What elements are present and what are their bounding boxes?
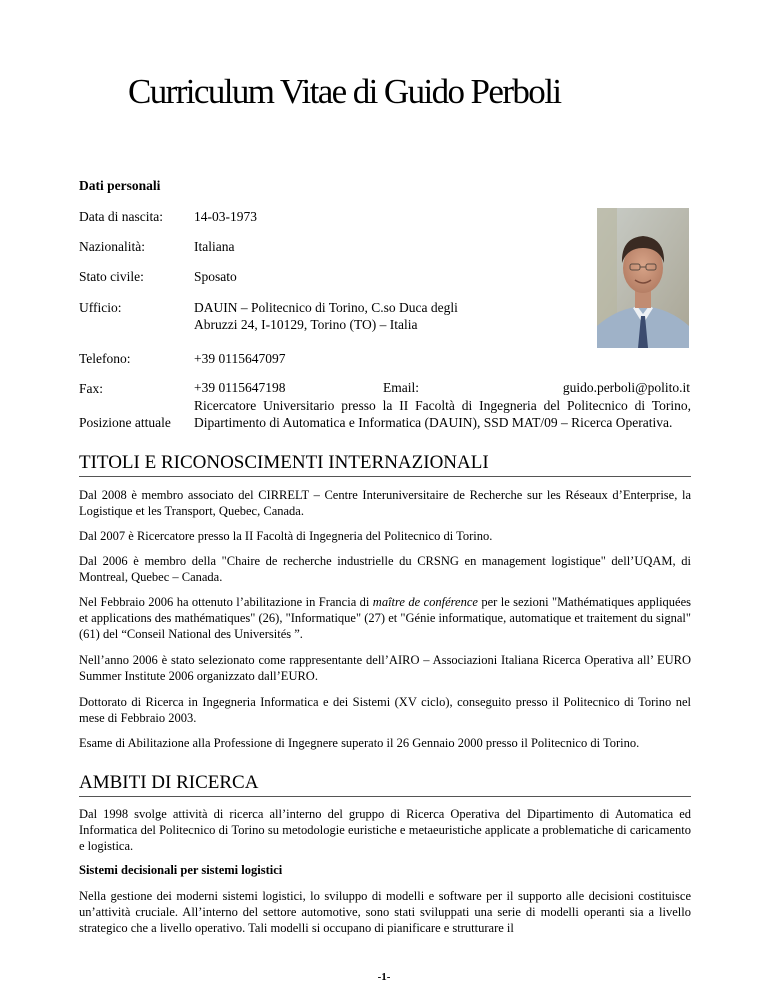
research-section-heading: AMBITI DI RICERCA <box>79 772 691 797</box>
office-label: Ufficio: <box>79 300 122 315</box>
fax-email-row <box>194 380 690 397</box>
fax-label: Fax: <box>79 381 104 396</box>
civil-status-label: Stato civile: <box>79 269 144 284</box>
page-title: Curriculum Vitae di Guido Perboli <box>128 72 561 111</box>
email-value[interactable]: guido.perboli@polito.it <box>562 380 690 395</box>
titles-paragraph-5: Nell’anno 2006 è stato selezionato come rappresentante dell’AIRO – Associazioni Italiana Ricerca Operativa all’ EURO Summer Institute 2006 organizzato dall’EURO. <box>79 653 691 683</box>
page-number: -1- <box>377 971 391 983</box>
research-paragraph-2: Nella gestione dei moderni sistemi logistici, lo sviluppo di modelli e software per il supporto alle decisioni costituisce un’attività cruciale. All’interno del settore automotive, sono stati sviluppati una serie di modelli operanti sia a livello strategico che a livello operativo. Tali modelli si occupano di pianificare e strutturare il <box>79 889 691 935</box>
civil-status-value: Sposato <box>194 269 237 284</box>
profile-photo <box>597 208 689 348</box>
titles-section-heading: TITOLI E RICONOSCIMENTI INTERNAZIONALI <box>79 452 691 477</box>
titles-paragraph-4-italic: maître de conférence <box>372 595 478 609</box>
phone-label: Telefono: <box>79 351 131 366</box>
birth-value: 14-03-1973 <box>194 209 257 224</box>
phone-value: +39 0115647097 <box>194 351 286 366</box>
titles-paragraph-1: Dal 2008 è membro associato del CIRRELT – Centre Interuniversitaire de Recherche sur les Réseaux d’Enterprise, la Logistique et les Transport, Quebec, Canada. <box>79 488 691 518</box>
titles-paragraph-3: Dal 2006 è membro della "Chaire de recherche industrielle du CRSNG en management logistique" dell’UQAM, di Montreal, Quebec – Canada. <box>79 554 691 584</box>
titles-paragraph-6: Dottorato di Ricerca in Ingegneria Informatica e dei Sistemi (XV ciclo), conseguito presso il Politecnico di Torino nel mese di Febbraio 2003. <box>79 695 691 725</box>
email-label: Email: <box>383 380 419 395</box>
research-paragraph-1: Dal 1998 svolge attività di ricerca all’interno del gruppo di Ricerca Operativa del Dipartimento di Automatica ed Informatica del Politecnico di Torino su metodologie euristiche e metaeuristiche applicate a problematiche di caricamento e logistica. <box>79 807 691 853</box>
nationality-label: Nazionalità: <box>79 239 145 254</box>
fax-value: +39 0115647198 <box>194 380 286 395</box>
research-subheading: Sistemi decisionali per sistemi logistici <box>79 863 283 877</box>
titles-paragraph-4-start: Nel Febbraio 2006 ha ottenuto l’abilitazione in Francia di <box>79 595 373 609</box>
office-address-line2: Abruzzi 24, I-10129, Torino (TO) – Italia <box>194 317 418 332</box>
position-label: Posizione attuale <box>79 415 171 430</box>
position-value: Ricercatore Universitario presso la II Facoltà di Ingegneria del Politecnico di Torino, Dipartimento di Automatica e Informatica (DAUIN), SSD MAT/09 – Ricerca Operativa. <box>194 398 691 430</box>
portrait-image <box>597 208 689 348</box>
titles-paragraph-2: Dal 2007 è Ricercatore presso la II Facoltà di Ingegneria del Politecnico di Torino. <box>79 529 493 543</box>
birth-label: Data di nascita: <box>79 209 163 224</box>
titles-paragraph-4-end: per le sezioni "Mathématiques appliquées et applications des mathématiques" (26), "Informatique" (27) et "Génie informatique, automatique et traitement du signal" (61) del “Conseil National des Universités ”. <box>79 595 691 641</box>
personal-data-heading: Dati personali <box>79 178 161 193</box>
office-address-line1: DAUIN – Politecnico di Torino, C.so Duca degli <box>194 300 458 315</box>
nationality-value: Italiana <box>194 239 235 254</box>
titles-paragraph-7: Esame di Abilitazione alla Professione di Ingegnere superato il 26 Gennaio 2000 presso il Politecnico di Torino. <box>79 736 640 750</box>
titles-paragraph-4 <box>79 594 691 642</box>
